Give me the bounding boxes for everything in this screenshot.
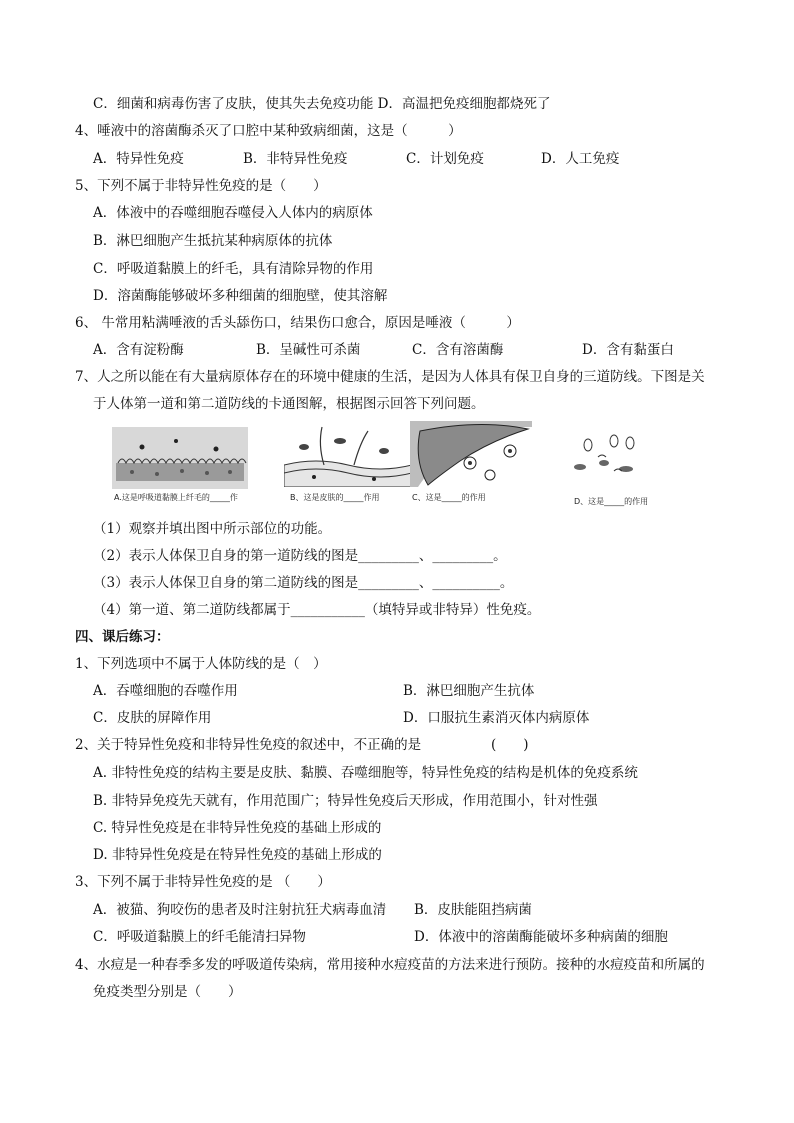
q7-stem-line2: 于人体第一道和第二道防线的卡通图解，根据图示回答下列问题。	[93, 396, 485, 412]
q6-option-a: A．含有淀粉酶	[93, 342, 184, 358]
p2-option-c: C. 特异性免疫是在非特异性免疫的基础上形成的	[93, 820, 382, 836]
q7-sub1: （1）观察并填出图中所示部位的功能。	[93, 521, 332, 537]
q5-stem: 5、下列不属于非特异性免疫的是（ ）	[75, 178, 327, 194]
figure-d-caption: D、这是_____的作用	[574, 497, 649, 506]
q4-option-b: B．非特异性免疫	[243, 151, 348, 167]
defense-line-figure	[112, 425, 712, 515]
q5-option-c: C．呼吸道黏膜上的纤毛，具有清除异物的作用	[93, 261, 374, 277]
q7-sub3: （3）表示人体保卫自身的第二道防线的图是_________、__________。	[93, 575, 514, 591]
q5-option-a: A．体液中的吞噬细胞吞噬侵入人体内的病原体	[93, 205, 373, 221]
p3-option-a: A．被猫、狗咬伤的患者及时注射抗狂犬病毒血清	[93, 902, 387, 918]
p1-option-b: B．淋巴细胞产生抗体	[403, 683, 535, 699]
q6-option-c: C．含有溶菌酶	[412, 342, 504, 358]
figure-c-phagocyte	[410, 421, 532, 487]
q7-sub2: （2）表示人体保卫自身的第一道防线的图是_________、_________。	[93, 548, 507, 564]
q5-option-d: D．溶菌酶能够破坏多种细菌的细胞壁，使其溶解	[93, 288, 388, 304]
p2-option-b: B. 非特异免疫先天就有，作用范围广；特异性免疫后天形成，作用范围小，针对性强	[93, 793, 598, 809]
p1-option-d: D．口服抗生素消灭体内病原体	[403, 710, 590, 726]
p4-stem-line2: 免疫类型分别是（ ）	[93, 984, 242, 1000]
q4-option-d: D．人工免疫	[541, 151, 620, 167]
q7-stem-line1: 7、人之所以能在有大量病原体存在的环境中健康的生活，是因为人体具有保卫自身的三道防线。下图是关	[75, 369, 705, 385]
figure-a-respiratory-mucosa	[112, 427, 248, 489]
p1-option-c: C．皮肤的屏障作用	[93, 710, 212, 726]
section-heading: 四、课后练习：	[75, 629, 170, 645]
figure-b-skin	[284, 425, 412, 487]
q3-option-cd: C．细菌和病毒伤害了皮肤，使其失去免疫功能 D．高温把免疫细胞都烧死了	[93, 96, 551, 112]
p2-option-d: D. 非特异性免疫是在特异性免疫的基础上形成的	[93, 847, 382, 863]
figure-c-caption: C、这是_____的作用	[412, 493, 486, 502]
figure-b-caption: B、这是皮肤的_____作用	[290, 493, 380, 502]
p1-stem: 1、下列选项中不属于人体防线的是（ ）	[75, 656, 327, 672]
p3-option-c: C．呼吸道黏膜上的纤毛能清扫异物	[93, 929, 306, 945]
p1-option-a: A．吞噬细胞的吞噬作用	[93, 683, 238, 699]
q6-stem: 6、 牛常用粘满唾液的舌头舔伤口，结果伤口愈合，原因是唾液（ ）	[75, 315, 520, 331]
q4-option-c: C．计划免疫	[406, 151, 484, 167]
p3-option-b: B．皮肤能阻挡病菌	[414, 902, 532, 918]
q4-option-a: A．特异性免疫	[93, 151, 184, 167]
p4-stem-line1: 4、水痘是一种春季多发的呼吸道传染病，常用接种水痘疫苗的方法来进行预防。接种的水痘疫苗和所属的	[75, 957, 705, 973]
p2-stem: 2、关于特异性免疫和非特异性免疫的叙述中，不正确的是	[75, 737, 422, 753]
q4-stem: 4、唾液中的溶菌酶杀灭了口腔中某种致病细菌，这是（ ）	[75, 123, 462, 139]
q7-sub4: （4）第一道、第二道防线都属于___________（填特异或非特异）性免疫。	[93, 602, 541, 618]
q5-option-b: B．淋巴细胞产生抵抗某种病原体的抗体	[93, 233, 333, 249]
p2-option-a: A. 非特性免疫的结构主要是皮肤、黏膜、吞噬细胞等，特异性免疫的结构是机体的免疫系统	[93, 765, 638, 781]
q6-option-d: D．含有黏蛋白	[582, 342, 674, 358]
figure-d-lysozyme	[568, 427, 648, 479]
q6-option-b: B．呈碱性可杀菌	[256, 342, 361, 358]
p2-answer-paren: ( )	[491, 737, 529, 753]
figure-a-caption: A.这是呼吸道黏膜上纤毛的_____作	[114, 493, 238, 502]
p3-option-d: D．体液中的溶菌酶能破坏多种病菌的细胞	[414, 929, 668, 945]
p3-stem: 3、下列不属于非特异性免疫的是 （ ）	[75, 874, 331, 890]
